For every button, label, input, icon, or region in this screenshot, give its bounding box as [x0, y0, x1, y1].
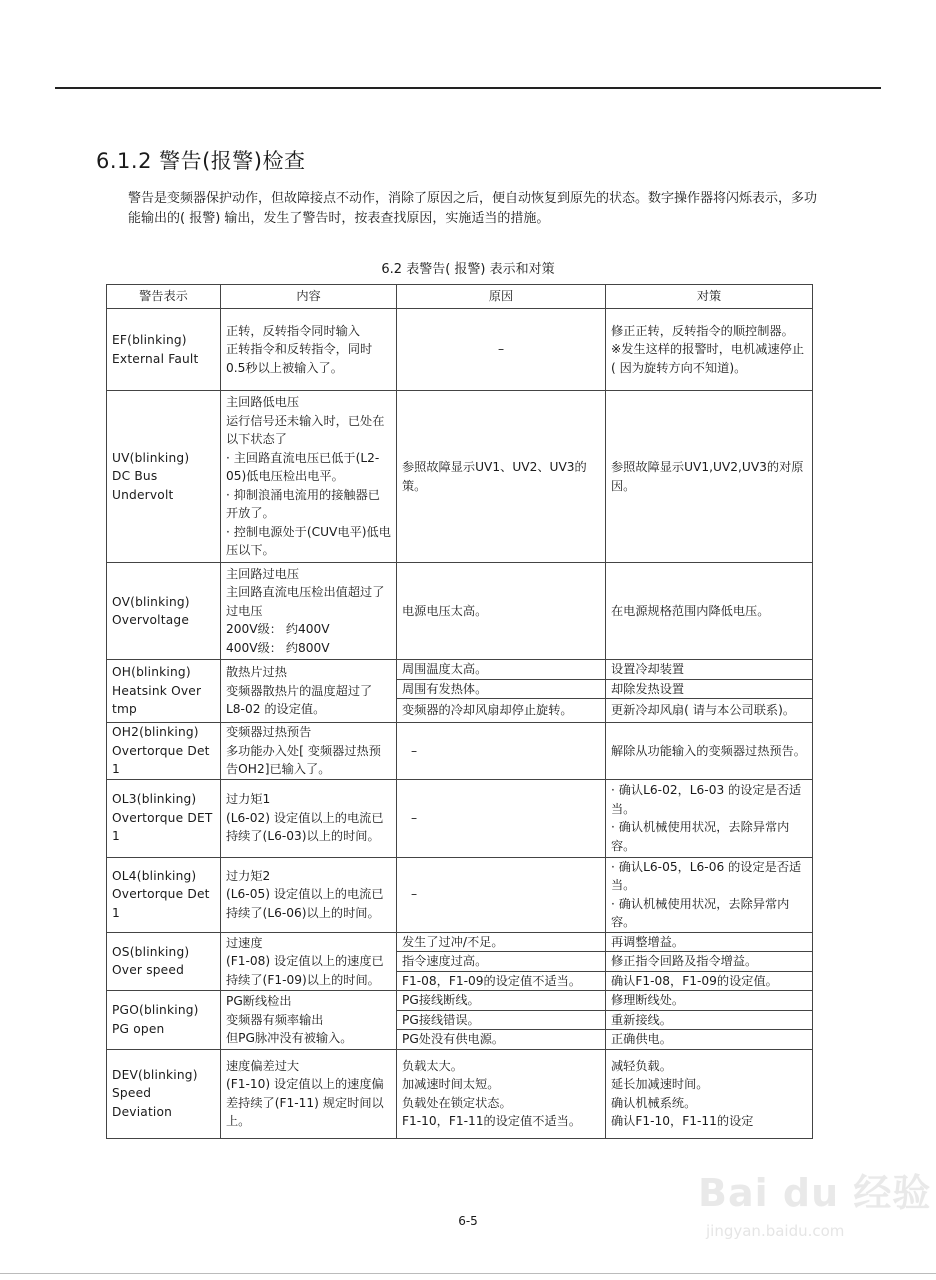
warning-cause: 周围有发热体。 [397, 679, 606, 699]
table-row [107, 991, 813, 1011]
section-title: 6.1.2 警告(报警)检查 [96, 149, 306, 173]
header-remedy: 对策 [606, 285, 813, 309]
warning-code: OL4(blinking) Overtorque Det 1 [107, 857, 221, 932]
warning-cause: F1-08，F1-09的设定值不适当。 [397, 971, 606, 991]
warning-remedy: 更新冷却风扇( 请与本公司联系)。 [606, 699, 813, 723]
warning-remedy: 在电源规格范围内降低电压。 [606, 563, 813, 660]
warning-cause: 周围温度太高。 [397, 660, 606, 680]
header-display: 警告表示 [107, 285, 221, 309]
warning-remedy: 修正指令回路及指令增益。 [606, 952, 813, 972]
table-row [107, 932, 813, 952]
warning-code: EF(blinking) External Fault [107, 309, 221, 391]
warning-remedy: 再调整增益。 [606, 932, 813, 952]
warning-content: 主回路过电压 主回路直流电压检出值超过了过电压 200V级： 约400V 400V级： 约800V [221, 563, 397, 660]
warning-content: PG断线检出 变频器有频率输出 但PG脉冲没有被输入。 [221, 991, 397, 1050]
warning-remedy: 参照故障显示UV1,UV2,UV3的对原因。 [606, 391, 813, 563]
warning-code: OH2(blinking) Overtorque Det 1 [107, 723, 221, 780]
warning-content: 正转，反转指令同时输入 正转指令和反转指令，同时0.5秒以上被输入了。 [221, 309, 397, 391]
warning-cause: 参照故障显示UV1、UV2、UV3的策。 [397, 391, 606, 563]
table-row [107, 309, 813, 391]
table-row [107, 1049, 813, 1138]
header-cause: 原因 [397, 285, 606, 309]
warning-content: 主回路低电压 运行信号还未输入时，已处在以下状态了 · 主回路直流电压已低于(L2-05)低电压检出电平。 · 抑制浪涌电流用的接触器已开放了。 · 控制电源处于(CUV电平)低电压以下。 [221, 391, 397, 563]
warning-remedy: 却除发热设置 [606, 679, 813, 699]
warning-cause: 指令速度过高。 [397, 952, 606, 972]
warning-content: 速度偏差过大 (F1-10) 设定值以上的速度偏差持续了(F1-11) 规定时间以上。 [221, 1049, 397, 1138]
warning-content: 过力矩1 (L6-02) 设定值以上的电流已持续了(L6-03)以上的时间。 [221, 779, 397, 857]
table-caption: 6.2 表警告( 报警) 表示和对策 [381, 262, 555, 277]
warning-cause: – [397, 309, 606, 391]
warning-cause: 负载太大。 加减速时间太短。 负载处在锁定状态。 F1-10，F1-11的设定值不适当。 [397, 1049, 606, 1138]
table-header-row [107, 285, 813, 309]
warning-remedy: 减轻负载。 延长加减速时间。 确认机械系统。 确认F1-10，F1-11的设定 [606, 1049, 813, 1138]
warning-remedy: 重新接线。 [606, 1010, 813, 1030]
warning-table [106, 284, 813, 1139]
warning-code: OV(blinking) Overvoltage [107, 563, 221, 660]
warning-content: 变频器过热预告 多功能办入处[ 变频器过热预告OH2]已输入了。 [221, 723, 397, 780]
warning-cause: – [397, 723, 606, 780]
table-row [107, 857, 813, 932]
warning-code: PGO(blinking) PG open [107, 991, 221, 1050]
warning-cause: 发生了过冲/不足。 [397, 932, 606, 952]
warning-code: UV(blinking) DC Bus Undervolt [107, 391, 221, 563]
warning-remedy: 设置冷却装置 [606, 660, 813, 680]
warning-content: 过速度 (F1-08) 设定值以上的速度已持续了(F1-09)以上的时间。 [221, 932, 397, 991]
table-row [107, 660, 813, 680]
warning-code: OS(blinking) Over speed [107, 932, 221, 991]
page-number: 6-5 [458, 1214, 478, 1228]
warning-cause: PG接线错误。 [397, 1010, 606, 1030]
warning-cause: PG处没有供电源。 [397, 1030, 606, 1050]
warning-content: 过力矩2 (L6-05) 设定值以上的电流已持续了(L6-06)以上的时间。 [221, 857, 397, 932]
warning-content: 散热片过热 变频器散热片的温度超过了L8-02 的设定值。 [221, 660, 397, 723]
table-row [107, 779, 813, 857]
warning-remedy: · 确认L6-02，L6-03 的设定是否适当。 · 确认机械使用状况，去除异常内容。 [606, 779, 813, 857]
warning-remedy: 修理断线处。 [606, 991, 813, 1011]
baidu-watermark [698, 1150, 932, 1250]
header-rule [55, 87, 881, 89]
footer-rule [0, 1273, 936, 1274]
warning-remedy: 确认F1-08，F1-09的设定值。 [606, 971, 813, 991]
watermark-url: jingyan.baidu.com [706, 1222, 845, 1240]
warning-remedy: 正确供电。 [606, 1030, 813, 1050]
header-content: 内容 [221, 285, 397, 309]
warning-cause: 电源电压太高。 [397, 563, 606, 660]
warning-remedy: 修正正转，反转指令的顺控制器。 ※发生这样的报警时，电机减速停止( 因为旋转方向不知道)。 [606, 309, 813, 391]
warning-remedy: · 确认L6-05，L6-06 的设定是否适当。 · 确认机械使用状况，去除异常内容。 [606, 857, 813, 932]
warning-cause: 变频器的冷却风扇却停止旋转。 [397, 699, 606, 723]
warning-code: OL3(blinking) Overtorque DET 1 [107, 779, 221, 857]
table-row [107, 563, 813, 660]
warning-cause: – [397, 779, 606, 857]
warning-cause: PG接线断线。 [397, 991, 606, 1011]
warning-remedy: 解除从功能输入的变频器过热预告。 [606, 723, 813, 780]
warning-cause: – [397, 857, 606, 932]
intro-paragraph: 警告是变频器保护动作，但故障接点不动作，消除了原因之后，便自动恢复到原先的状态。数字操作器将闪烁表示，多功能输出的( 报警) 输出，发生了警告时，按表查找原因，实施适当的措施。 [128, 191, 818, 226]
table-row [107, 723, 813, 780]
table-row [107, 391, 813, 563]
warning-code: DEV(blinking) Speed Deviation [107, 1049, 221, 1138]
watermark-logo: Bai du 经验 [698, 1171, 932, 1215]
warning-code: OH(blinking) Heatsink Over tmp [107, 660, 221, 723]
